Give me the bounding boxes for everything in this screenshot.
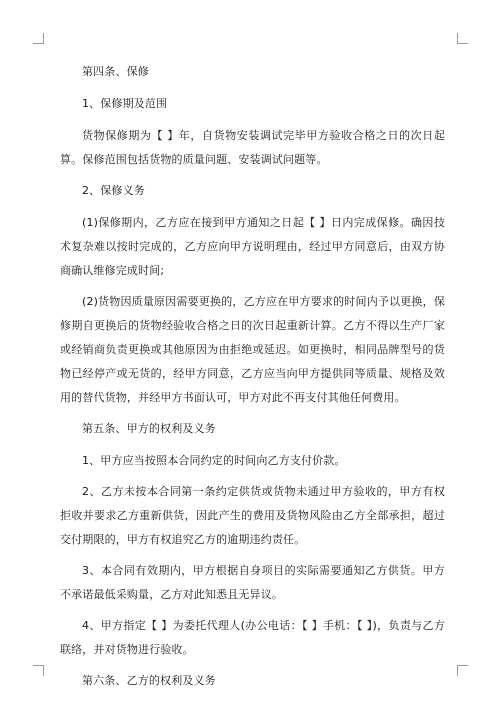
warranty-period-heading: 1、保修期及范围 (82, 97, 168, 110)
party-a-clause-4: 4、甲方指定【 】为委托代理人(办公电话：【 】手机：【 】)，负责与乙方联络，并对货物进行验收。 (60, 619, 445, 656)
article-6-heading: 第六条、乙方的权利及义务 (82, 674, 216, 687)
warranty-obligation-item-2: (2)货物因质量原因需要更换的，乙方应在甲方要求的时间内予以更换，保修期自更换后的货物经验收合格之日的次日起重新计算。乙方不得以生产厂家或经销商负责更换或其他原因为由拒绝或延迟。如更换时，相同品牌型号的货物已经停产或无货的，经甲方同意，乙方应当向甲方提供同等质量、规格及效用的替代货物，并经甲方书面认可，甲方对此不再支付其他任何费用。 (60, 295, 445, 404)
crop-mark-bottom-left (33, 665, 44, 676)
warranty-obligation-heading: 2、保修义务 (82, 184, 145, 197)
party-a-clause-1: 1、甲方应当按照本合同约定的时间向乙方支付价款。 (82, 454, 346, 467)
crop-mark-bottom-right (457, 665, 468, 676)
article-4-heading: 第四条、保修 (82, 65, 149, 78)
crop-mark-top-right (457, 33, 468, 44)
document-body (60, 60, 445, 701)
crop-mark-top-left (33, 33, 44, 44)
warranty-period-paragraph: 货物保修期为【 】年，自货物安装调试完毕甲方验收合格之日的次日起算。保修范围包括货物的质量问题、安装调试问题等。 (60, 129, 445, 166)
article-5-heading: 第五条、甲方的权利及义务 (82, 422, 216, 435)
party-a-clause-3: 3、本合同有效期内，甲方根据自身项目的实际需要通知乙方供货。甲方不承诺最低采购量，乙方对此知悉且无异议。 (60, 564, 445, 601)
party-a-clause-2: 2、乙方未按本合同第一条约定供货或货物未通过甲方验收的，甲方有权拒收并要求乙方重新供货，因此产生的费用及货物风险由乙方全部承担，超过交付期限的，甲方有权追究乙方的逾期违约责任。 (60, 485, 445, 546)
warranty-obligation-item-1: (1)保修期内，乙方应在接到甲方通知之日起【 】日内完成保修。确因技术复杂难以按时完成的，乙方应向甲方说明理由，经过甲方同意后，由双方协商确认维修完成时间; (60, 216, 445, 277)
